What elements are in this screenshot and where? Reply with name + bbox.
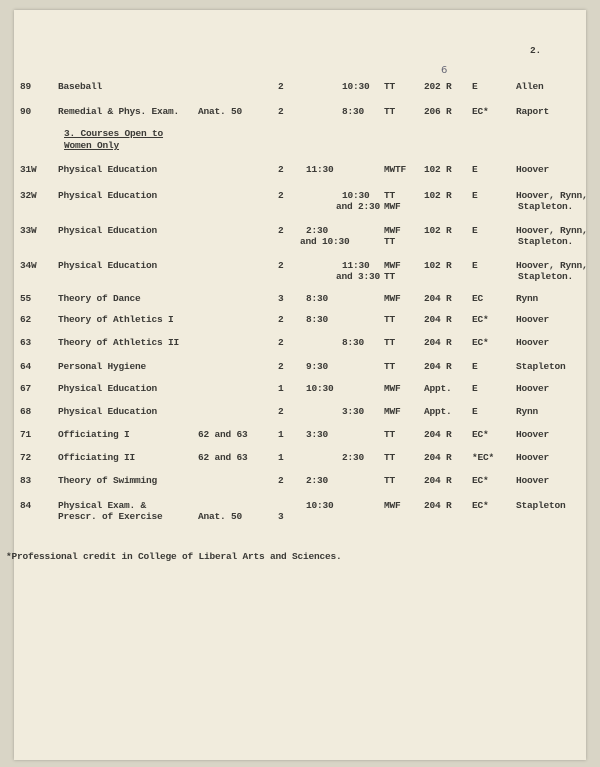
course-title: Physical Education [58,260,158,271]
course-title: Physical Education [58,383,158,394]
course-credit: 3 [278,293,284,304]
section-heading: 3. Courses Open to [64,128,164,139]
course-instructor: Raport [516,106,550,117]
section-heading: Women Only [64,140,120,151]
course-prerequisite: Anat. 50 [198,511,243,522]
course-days: MWF [384,201,401,212]
course-code: EC* [472,314,489,325]
course-instructor: Hoover, Rynn, [516,225,588,236]
course-title: Theory of Swimming [58,475,158,486]
course-code: E [472,361,478,372]
course-instructor: Hoover [516,314,550,325]
course-code: E [472,164,478,175]
course-room: 204 R [424,293,452,304]
course-instructor: Rynn [516,406,539,417]
course-room: 102 R [424,164,452,175]
course-time-2: 3:30 [342,406,365,417]
course-instructor: Hoover, Rynn, [516,190,588,201]
course-time-1: 8:30 [306,293,329,304]
course-credit: 2 [278,106,284,117]
course-title: Theory of Dance [58,293,141,304]
course-prerequisite: 62 and 63 [198,452,248,463]
course-credit: 2 [278,475,284,486]
course-instructor: Hoover [516,337,550,348]
course-code: E [472,383,478,394]
course-instructor: Hoover [516,429,550,440]
course-code: E [472,225,478,236]
course-title: Physical Exam. & [58,500,147,511]
course-time-2: 2:30 [342,452,365,463]
course-time-2: 10:30 [342,190,370,201]
course-time-2: 10:30 [342,81,370,92]
course-time-2: 8:30 [342,337,365,348]
course-room: 102 R [424,260,452,271]
course-instructor: Hoover [516,164,550,175]
course-number: 90 [20,106,32,117]
course-credit: 2 [278,225,284,236]
course-credit: 2 [278,164,284,175]
course-prerequisite: 62 and 63 [198,429,248,440]
course-time-1: 2:30 [306,475,329,486]
course-time-1-extra: and 10:30 [300,236,350,247]
course-time-2-extra: and 3:30 [336,271,381,282]
course-code: *EC* [472,452,495,463]
course-number: 71 [20,429,32,440]
course-days: TT [384,106,396,117]
course-days: TT [384,81,396,92]
course-days: TT [384,452,396,463]
course-credit: 1 [278,383,284,394]
course-instructor: Hoover [516,475,550,486]
course-instructor: Hoover [516,452,550,463]
course-days: TT [384,429,396,440]
course-title: Physical Education [58,225,158,236]
course-number: 68 [20,406,32,417]
course-number: 64 [20,361,32,372]
course-days: TT [384,190,396,201]
course-time-2: 8:30 [342,106,365,117]
course-code: E [472,406,478,417]
course-title: Baseball [58,81,103,92]
course-credit: 3 [278,511,284,522]
course-days: TT [384,236,396,247]
course-time-2: 11:30 [342,260,370,271]
course-code: EC* [472,337,489,348]
course-title: Physical Education [58,406,158,417]
course-instructor: Stapleton [516,361,566,372]
course-instructor: Rynn [516,293,539,304]
course-title: Physical Education [58,164,158,175]
course-number: 67 [20,383,32,394]
course-days: TT [384,314,396,325]
course-room: 204 R [424,361,452,372]
course-number: 34W [20,260,37,271]
course-days: MWF [384,500,401,511]
pencil-annotation: 6 [441,65,448,76]
course-number: 62 [20,314,32,325]
course-number: 89 [20,81,32,92]
course-room: 204 R [424,314,452,325]
page-number: 2. [530,45,542,56]
course-room: 204 R [424,429,452,440]
course-time-1: 9:30 [306,361,329,372]
course-time-1: 8:30 [306,314,329,325]
course-room: 102 R [424,190,452,201]
course-number: 55 [20,293,32,304]
course-credit: 2 [278,81,284,92]
course-credit: 2 [278,406,284,417]
course-room: 202 R [424,81,452,92]
course-title: Theory of Athletics II [58,337,180,348]
course-time-2-extra: and 2:30 [336,201,381,212]
course-credit: 1 [278,429,284,440]
course-instructor: Allen [516,81,544,92]
course-days: MWF [384,383,401,394]
course-instructor: Stapleton. [518,236,574,247]
course-title: Remedial & Phys. Exam. [58,106,180,117]
course-credit: 1 [278,452,284,463]
course-title: Personal Hygiene [58,361,147,372]
document-page [6,10,588,760]
course-instructor: Stapleton. [518,271,574,282]
course-room: Appt. [424,406,452,417]
course-number: 31W [20,164,37,175]
course-room: Appt. [424,383,452,394]
course-code: E [472,81,478,92]
course-number: 33W [20,225,37,236]
course-room: 102 R [424,225,452,236]
course-room: 204 R [424,475,452,486]
course-time-1: 3:30 [306,429,329,440]
course-code: E [472,190,478,201]
course-code: E [472,260,478,271]
course-days: MWF [384,225,401,236]
course-title: Officiating I [58,429,130,440]
course-code: EC* [472,500,489,511]
course-number: 83 [20,475,32,486]
course-credit: 2 [278,314,284,325]
course-time-1: 10:30 [306,383,334,394]
course-instructor: Stapleton. [518,201,574,212]
course-credit: 2 [278,190,284,201]
course-credit: 2 [278,337,284,348]
course-room: 204 R [424,500,452,511]
course-title: Theory of Athletics I [58,314,174,325]
course-days: MWF [384,406,401,417]
course-days: MWTF [384,164,407,175]
course-days: MWF [384,293,401,304]
course-credit: 2 [278,260,284,271]
course-number: 84 [20,500,32,511]
course-instructor: Hoover, Rynn, [516,260,588,271]
course-room: 204 R [424,337,452,348]
course-code: EC* [472,475,489,486]
course-days: TT [384,475,396,486]
course-prerequisite: Anat. 50 [198,106,243,117]
course-title: Physical Education [58,190,158,201]
course-code: EC* [472,106,489,117]
course-room: 204 R [424,452,452,463]
course-days: MWF [384,260,401,271]
course-credit: 2 [278,361,284,372]
course-code: EC [472,293,484,304]
course-code: EC* [472,429,489,440]
course-days: TT [384,361,396,372]
footnote: *Professional credit in College of Liberal Arts and Sciences. [6,551,342,562]
course-days: TT [384,271,396,282]
course-instructor: Hoover [516,383,550,394]
course-instructor: Stapleton [516,500,566,511]
course-time-1: 10:30 [306,500,334,511]
course-number: 32W [20,190,37,201]
course-days: TT [384,337,396,348]
course-room: 206 R [424,106,452,117]
course-number: 72 [20,452,32,463]
course-time-1: 2:30 [306,225,329,236]
course-time-1: 11:30 [306,164,334,175]
course-number: 63 [20,337,32,348]
course-title: Officiating II [58,452,136,463]
course-title: Prescr. of Exercise [58,511,163,522]
